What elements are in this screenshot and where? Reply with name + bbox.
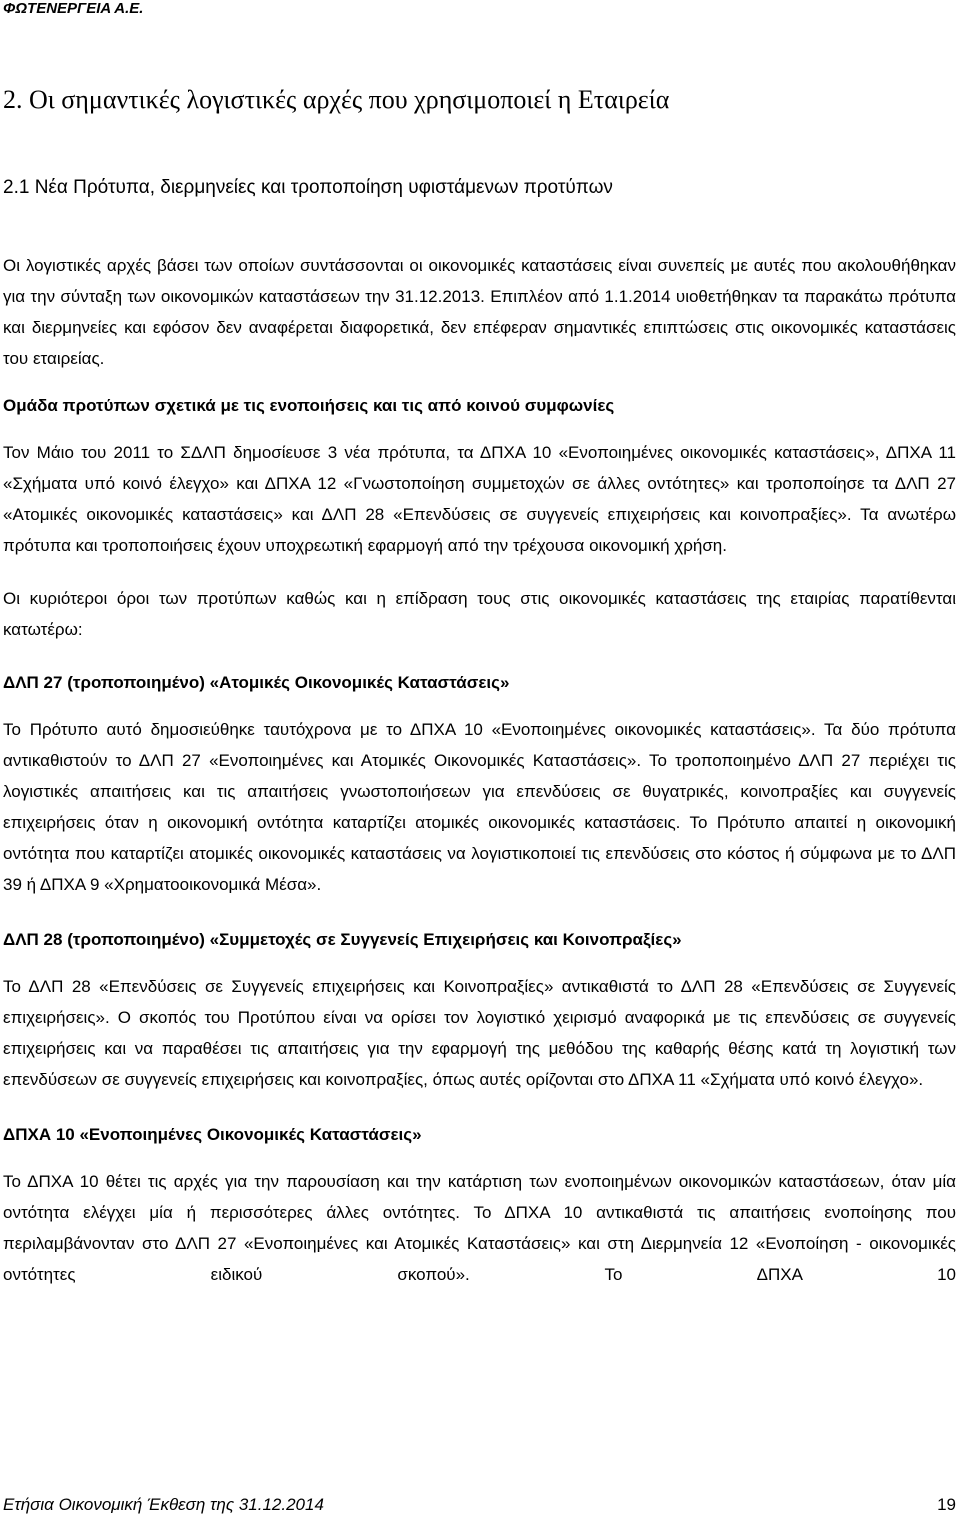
ifrs10-heading: ΔΠΧΑ 10 «Ενοποιημένες Οικονομικές Καταστάσεις»	[3, 1125, 422, 1144]
company-name: ΦΩΤΕΝΕΡΓΕΙΑ Α.Ε.	[3, 0, 144, 17]
footer-report-title: Ετήσια Οικονομική Έκθεση της 31.12.2014	[3, 1495, 324, 1514]
ifrs10-paragraph: Το ΔΠΧΑ 10 θέτει τις αρχές για την παρουσίαση και την κατάρτιση των ενοποιημένων οικονομικών καταστάσεων, όταν μία οντότητα ελέγχει μία ή περισσότερες άλλες οντότητες. Το ΔΠΧΑ 10 αντικαθιστά τις απαιτήσεις ενοποίησης που περιλαμβάνονταν στο ΔΛΠ 27 «Ενοποιημένες και Ατομικές Καταστάσεις» και στη Διερμηνεία 12 «Ενοποίηση - οικονομικές οντότητες ειδικού σκοπού». Το ΔΠΧΑ 10	[3, 1172, 956, 1284]
group-standards-paragraph: Τον Μάιο του 2011 το ΣΔΛΠ δημοσίευσε 3 νέα πρότυπα, τα ΔΠΧΑ 10 «Ενοποιημένες οικονομικές καταστάσεις», ΔΠΧΑ 11 «Σχήματα υπό κοινό έλεγχο» και ΔΠΧΑ 12 «Γνωστοποίηση συμμετοχών σε άλλες οντότητες» και τροποποίησε τα ΔΛΠ 27 «Ατομικές οικονομικές καταστάσεις» και ΔΛΠ 28 «Επενδύσεις σε συγγενείς επιχειρήσεις και κοινοπραξίες». Τα ανωτέρω πρότυπα και τροποποιήσεις έχουν υποχρεωτική εφαρμογή από την τρέχουσα οικονομική χρήση.	[3, 443, 956, 555]
key-terms-paragraph: Οι κυριότεροι όροι των προτύπων καθώς και η επίδραση τους στις οικονομικές καταστάσεις της εταιρίας παρατίθενται κατωτέρω:	[3, 589, 956, 639]
group-standards-heading: Ομάδα προτύπων σχετικά με τις ενοποιήσεις και τις από κοινού συμφωνίες	[3, 396, 615, 415]
page-number: 19	[937, 1495, 956, 1514]
ias28-paragraph: Το ΔΛΠ 28 «Επενδύσεις σε Συγγενείς επιχειρήσεις και Κοινοπραξίες» αντικαθιστά το ΔΛΠ 28 «Επενδύσεις σε Συγγενείς επιχειρήσεις». Ο σκοπός του Προτύπου είναι να ορίσει τον λογιστικό χειρισμό αναφορικά με τις επενδύσεις σε συγγενείς επιχειρήσεις και να παραθέσει τις απαιτήσεις για την εφαρμογή της μεθόδου της καθαρής θέσης κατά τη λογιστική των επενδύσεων σε συγγενείς επιχειρήσεις και κοινοπραξίες, όπως αυτές ορίζονται στο ΔΠΧΑ 11 «Σχήματα υπό κοινό έλεγχο».	[3, 977, 956, 1089]
intro-paragraph: Οι λογιστικές αρχές βάσει των οποίων συντάσσονται οι οικονομικές καταστάσεις είναι συνεπείς με αυτές που ακολουθήθηκαν για την σύνταξη των οικονομικών καταστάσεων την 31.12.2013. Επιπλέον από 1.1.2014 υιοθετήθηκαν τα παρακάτω πρότυπα και διερμηνείες και εφόσον δεν αναφέρεται διαφορετικά, δεν επέφεραν σημαντικές επιπτώσεις στις οικονομικές καταστάσεις του εταιρείας.	[3, 256, 956, 368]
section-heading: 2. Οι σημαντικές λογιστικές αρχές που χρησιμοποιεί η Εταιρεία	[3, 85, 670, 114]
subsection-heading: 2.1 Νέα Πρότυπα, διερμηνείες και τροποποίηση υφιστάμενων προτύπων	[3, 177, 613, 198]
ias28-heading: ΔΛΠ 28 (τροποποιημένο) «Συμμετοχές σε Συγγενείς Επιχειρήσεις και Κοινοπραξίες»	[3, 930, 682, 949]
ias27-paragraph: Το Πρότυπο αυτό δημοσιεύθηκε ταυτόχρονα με το ΔΠΧΑ 10 «Ενοποιημένες οικονομικές καταστάσεις». Τα δύο πρότυπα αντικαθιστούν το ΔΛΠ 27 «Ενοποιημένες και Ατομικές Οικονομικές Καταστάσεις». Το τροποποιημένο ΔΛΠ 27 περιέχει τις λογιστικές απαιτήσεις και τις απαιτήσεις γνωστοποιήσεων για επενδύσεις σε θυγατρικές, κοινοπραξίες και συγγενείς επιχειρήσεις όταν η οικονομική οντότητα καταρτίζει ατομικές οικονομικές καταστάσεις. Το Πρότυπο απαιτεί η οικονομική οντότητα που καταρτίζει ατομικές οικονομικές καταστάσεις να λογιστικοποιεί τις επενδύσεις στο κόστος ή σύμφωνα με το ΔΛΠ 39 ή ΔΠΧΑ 9 «Χρηματοοικονομικά Μέσα».	[3, 720, 956, 894]
document-body	[3, 250, 956, 1290]
ias27-heading: ΔΛΠ 27 (τροποποιημένο) «Ατομικές Οικονομικές Καταστάσεις»	[3, 673, 510, 692]
